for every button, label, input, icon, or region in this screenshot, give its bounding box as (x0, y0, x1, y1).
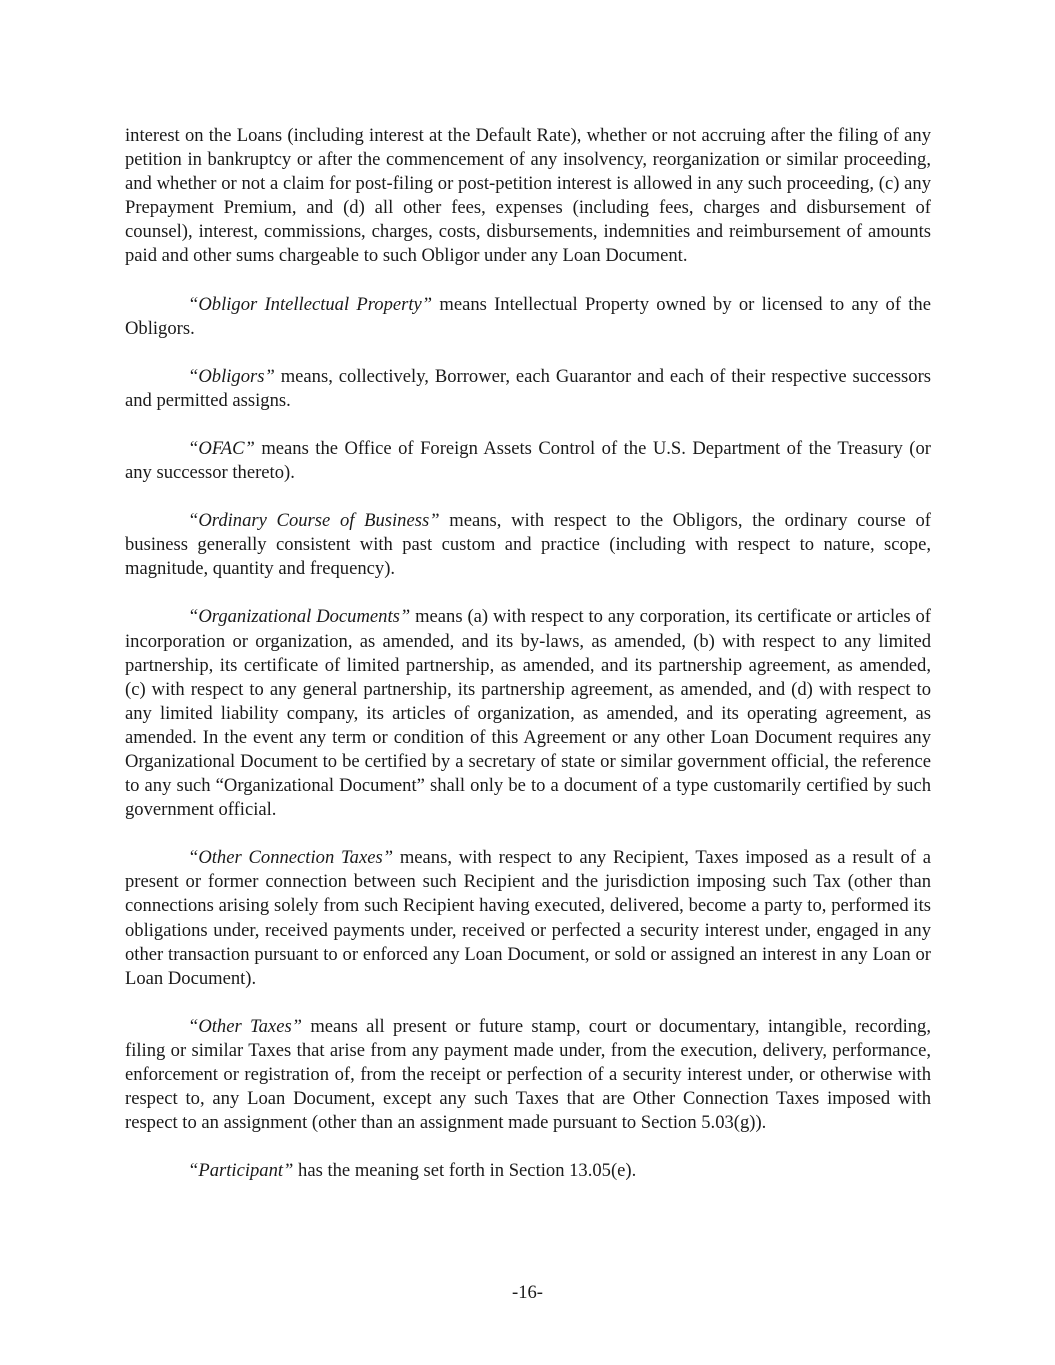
document-body (125, 124, 931, 1207)
defined-term: “OFAC” (188, 437, 255, 459)
definition-text: means the Office of Foreign Assets Control of the U.S. Department of the Treasury (or any successor thereto). (125, 437, 931, 484)
definition-participant (125, 1159, 931, 1183)
definition-ofac (125, 437, 931, 485)
definition-obligors (125, 365, 931, 413)
continuation-paragraph (125, 124, 931, 269)
definition-text: means (a) with respect to any corporation, its certificate or articles of incorporation or organization, as amended, and its by-laws, as amended, (b) with respect to any limited partnership, its certificate of limited partnership, as amended, and its partnership agreement, as amended, (c) with respect to any general partnership, its partnership agreement, as amended, and (d) with respect to any limited liability company, its articles of organization, as amended, and its operating agreement, as amended. In the event any term or condition of this Agreement or any other Loan Document requires any Organizational Document to be certified by a secretary of state or similar government official, the reference to any such “Organizational Document” shall only be to a document of a type customarily certified by such government official. (125, 606, 931, 821)
defined-term: “Participant” (188, 1160, 294, 1182)
defined-term: “Obligors” (188, 365, 275, 387)
definition-other-taxes (125, 1015, 931, 1135)
defined-term: “Ordinary Course of Business” (188, 510, 440, 532)
definition-text: means, with respect to the Obligors, the ordinary course of business generally consistent with past custom and practice (including with respect to nature, scope, magnitude, quantity and frequency). (125, 510, 931, 580)
definition-organizational-documents (125, 605, 931, 822)
definition-text: has the meaning set forth in Section 13.05(e). (293, 1160, 637, 1182)
definition-text: means, collectively, Borrower, each Guarantor and each of their respective successors and permitted assigns. (125, 365, 931, 411)
definition-ordinary-course-of-business (125, 509, 931, 581)
definition-other-connection-taxes (125, 846, 931, 991)
page-number: -16- (512, 1282, 543, 1303)
defined-term: “Organizational Documents” (188, 606, 411, 628)
defined-term: “Other Taxes” (188, 1015, 303, 1037)
definition-obligor-intellectual-property (125, 293, 931, 341)
definition-text: means Intellectual Property owned by or licensed to any of the Obligors. (125, 293, 931, 339)
defined-term: “Obligor Intellectual Property” (188, 293, 433, 315)
definition-text: means, with respect to any Recipient, Taxes imposed as a result of a present or former connection between such Recipient and the jurisdiction imposing such Tax (other than connections arising solely from such Recipient having executed, delivered, become a party to, performed its obligations under, received payments under, received or perfected a security interest under, engaged in any other transaction pursuant to or enforced any Loan Document, or sold or assigned an interest in any Loan or Loan Document). (125, 847, 931, 989)
definition-text: means all present or future stamp, court or documentary, intangible, recording, filing or similar Taxes that arise from any payment made under, from the execution, delivery, performance, enforcement or registration of, from the receipt or perfection of a security interest under, or otherwise with respect to, any Loan Document, except any such Taxes that are Other Connection Taxes imposed with respect to an assignment (other than an assignment made pursuant to Section 5.03(g)). (125, 1015, 932, 1134)
defined-term: “Other Connection Taxes” (188, 847, 394, 869)
paragraph-text: interest on the Loans (including interest at the Default Rate), whether or not accruing after the filing of any petition in bankruptcy or after the commencement of any insolvency, reorganization or similar proceeding, and whether or not a claim for post-filing or post-petition interest is allowed in any such proceeding, (c) any Prepayment Premium, and (d) all other fees, expenses (including fees, charges and disbursement of counsel), interest, commissions, charges, costs, disbursements, indemnities and reimbursement of amounts paid and other sums chargeable to such Obligor under any Loan Document. (125, 125, 931, 267)
